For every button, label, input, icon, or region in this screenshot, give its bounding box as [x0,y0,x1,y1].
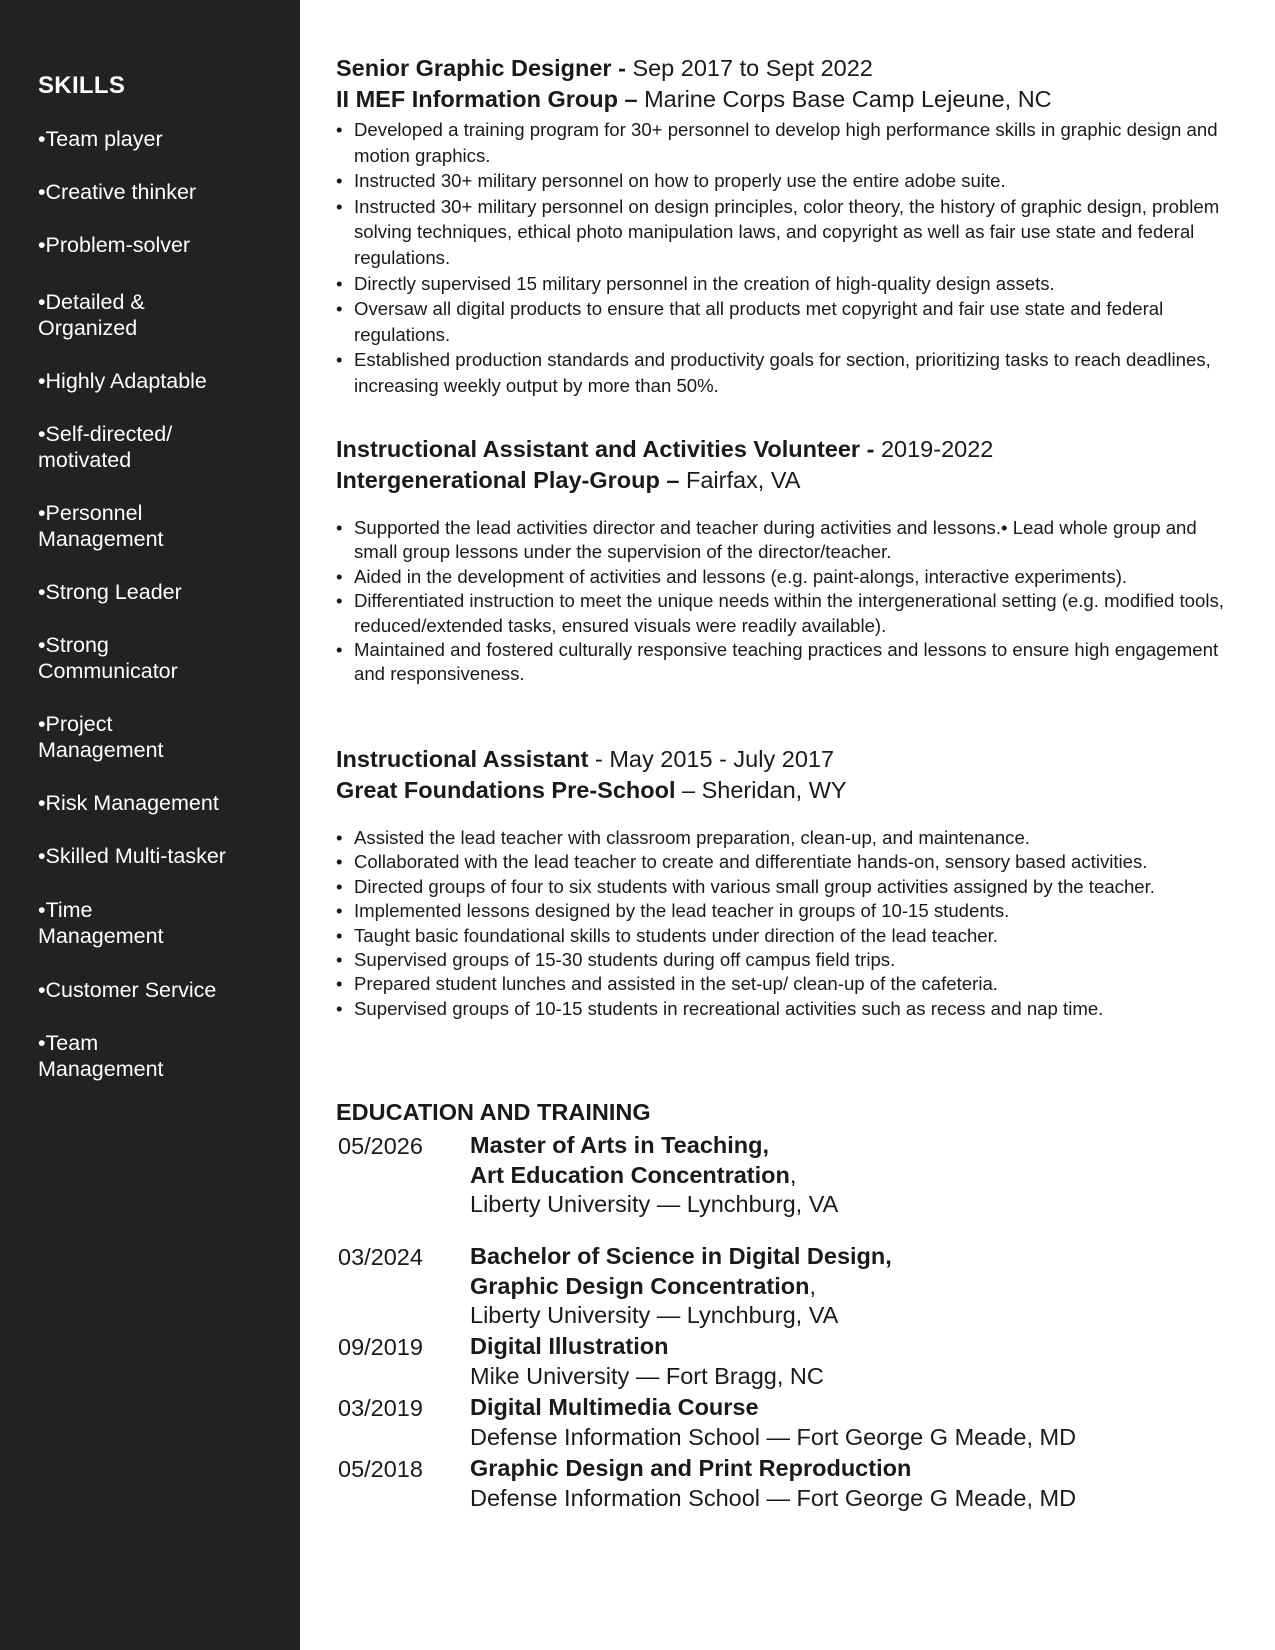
education-heading: EDUCATION AND TRAINING [336,1099,651,1125]
job-dates: - May 2015 - July 2017 [594,746,835,772]
bullet-mark: • [336,639,343,661]
degree-title: Digital Multimedia Course [470,1394,759,1420]
education-institution: Mike University — Fort Bragg, NC [470,1362,824,1389]
bullet-mark: • [336,565,343,587]
job-organization: II MEF Information Group – [336,86,638,112]
job-org-line [336,86,1052,113]
bullet-mark: • [336,272,343,294]
skill-item: •Time Management [38,898,164,948]
bullet-item [336,347,1226,398]
bullet-mark: • [336,924,343,946]
education-institution: Defense Information School — Fort George G Meade, MD [470,1484,1077,1511]
education-institution: Defense Information School — Fort George G Meade, MD [470,1423,1077,1450]
education-entry [470,1454,1076,1513]
bullet-mark: • [336,949,343,971]
skills-heading: SKILLS [38,72,126,99]
job-organization: Intergenerational Play-Group – [336,467,680,493]
bullet-item [336,589,1226,638]
bullet-text: Directly supervised 15 military personnel in the creation of high-quality design assets. [354,272,1055,294]
job-location: Marine Corps Base Camp Lejeune, NC [644,86,1052,112]
bullet-item [336,826,1226,850]
job-title: Senior Graphic Designer - [336,55,626,81]
bullet-mark: • [336,851,343,873]
bullet-text: Prepared student lunches and assisted in the set-up/ clean-up of the cafeteria. [354,973,998,995]
bullet-item [336,899,1226,923]
bullet-mark: • [336,900,343,922]
skill-item: •Skilled Multi-tasker [38,844,226,868]
bullet-mark: • [336,827,343,848]
bullet-text: Supervised groups of 15-30 students during off campus field trips. [354,949,896,971]
degree-title: Digital Illustration [470,1333,669,1359]
bullet-text: Instructed 30+ military personnel on how to properly use the entire adobe suite. [354,170,1006,192]
bullet-mark: • [336,517,343,538]
skill-item: •Highly Adaptable [38,369,207,393]
education-entry [470,1131,838,1220]
bullet-item [336,850,1226,874]
job-bullets [336,516,1226,687]
job-title-line [336,55,873,82]
skill-item: •Detailed & Organized [38,290,145,340]
job-org-line [336,777,847,804]
skill-item: •Creative thinker [38,180,197,204]
education-date: 09/2019 [338,1334,423,1360]
bullet-text: Differentiated instruction to meet the unique needs within the intergenerational setting (e.g. modified tools, reduced/extended tasks, ensured visuals were readily available). [354,590,1224,636]
bullet-item [336,168,1226,194]
job-organization: Great Foundations Pre-School [336,777,676,803]
bullet-item [336,194,1226,271]
education-entry [470,1393,1076,1452]
bullet-mark: • [336,590,343,612]
bullet-item [336,972,1226,996]
job-location: Fairfax, VA [685,467,801,493]
skill-item: •Problem-solver [38,233,191,257]
degree-title: Bachelor of Science in Digital Design, [470,1243,892,1269]
bullet-mark: • [336,349,343,371]
concentration-suffix: , [789,1161,797,1188]
bullet-item [336,516,1226,565]
education-date: 03/2019 [338,1395,423,1421]
bullet-item [336,638,1226,687]
job-location: – Sheridan, WY [682,777,847,803]
bullet-mark: • [336,170,343,192]
job-title-line [336,746,834,773]
education-date: 05/2018 [338,1456,423,1482]
education-entry [470,1242,892,1331]
bullet-item [336,271,1226,297]
bullet-item [336,296,1226,347]
education-institution: Liberty University — Lynchburg, VA [470,1191,839,1217]
bullet-text: Implemented lessons designed by the lead teacher in groups of 10-15 students. [354,900,1010,922]
bullet-mark: • [336,973,343,995]
skill-item: •Strong Leader [38,580,182,604]
skill-item: •Customer Service [38,978,217,1002]
bullet-mark: • [336,875,343,897]
bullet-text: Aided in the development of activities and lessons (e.g. paint-alongs, interactive experiments). [354,565,1128,587]
job-bullets [336,117,1226,399]
bullet-text: Supervised groups of 10-15 students in recreational activities such as recess and nap time. [354,997,1104,1019]
bullet-text: Taught basic foundational skills to students under direction of the lead teacher. [354,924,998,946]
skill-item: •Team player [38,127,163,151]
bullet-item [336,117,1226,168]
job-dates: 2019-2022 [880,436,994,462]
skill-item: •Project Management [38,712,164,762]
degree-title: Master of Arts in Teaching, [470,1132,770,1158]
education-date: 05/2026 [338,1133,423,1159]
bullet-text: Supported the lead activities director and teacher during activities and lessons.• Lead whole group and small group lessons under the supervision of the director/teacher. [354,517,1197,563]
education-institution: Liberty University — Lynchburg, VA [470,1302,839,1328]
job-dates: Sep 2017 to Sept 2022 [632,55,873,81]
skill-item: •Personnel Management [38,501,164,551]
bullet-mark: • [336,119,343,140]
concentration-suffix: , [809,1272,817,1299]
job-title: Instructional Assistant [336,746,589,772]
bullet-text: Collaborated with the lead teacher to create and differentiate hands-on, sensory based activities. [354,851,1148,873]
job-org-line [336,467,800,494]
bullet-item [336,924,1226,948]
degree-concentration: Art Education Concentration [470,1161,790,1188]
skill-item: •Risk Management [38,791,219,815]
bullet-text: Assisted the lead teacher with classroom preparation, clean-up, and maintenance. [354,827,1030,848]
bullet-item [336,948,1226,972]
job-bullets [336,826,1226,1021]
bullet-item [336,565,1226,589]
bullet-item [336,997,1226,1021]
bullet-text: Maintained and fostered culturally responsive teaching practices and lessons to ensure high engagement and responsiveness. [354,639,1219,685]
skill-item: •Strong Communicator [38,633,178,683]
job-title: Instructional Assistant and Activities Volunteer - [336,436,875,462]
skill-item: •Self-directed/ motivated [38,422,173,472]
bullet-text: Directed groups of four to six students with various small group activities assigned by the teacher. [354,875,1155,897]
education-entry [470,1332,824,1391]
skill-item: •Team Management [38,1031,164,1081]
bullet-item [336,875,1226,899]
bullet-text: Established production standards and productivity goals for section, prioritizing tasks to reach deadlines, increasing weekly output by more than 50%. [354,349,1211,396]
bullet-text: Instructed 30+ military personnel on design principles, color theory, the history of graphic design, problem solving techniques, ethical photo manipulation laws, and copyright as well as fair use state and federal regulations. [354,195,1220,268]
job-title-line [336,436,993,463]
bullet-mark: • [336,997,343,1019]
degree-concentration: Graphic Design Concentration [470,1272,810,1299]
bullet-text: Oversaw all digital products to ensure that all products met copyright and fair use state and federal regulations. [354,298,1164,345]
bullet-text: Developed a training program for 30+ personnel to develop high performance skills in graphic design and motion graphics. [354,119,1218,166]
bullet-mark: • [336,298,343,320]
education-date: 03/2024 [338,1244,423,1270]
degree-title: Graphic Design and Print Reproduction [470,1455,912,1481]
bullet-mark: • [336,195,343,217]
